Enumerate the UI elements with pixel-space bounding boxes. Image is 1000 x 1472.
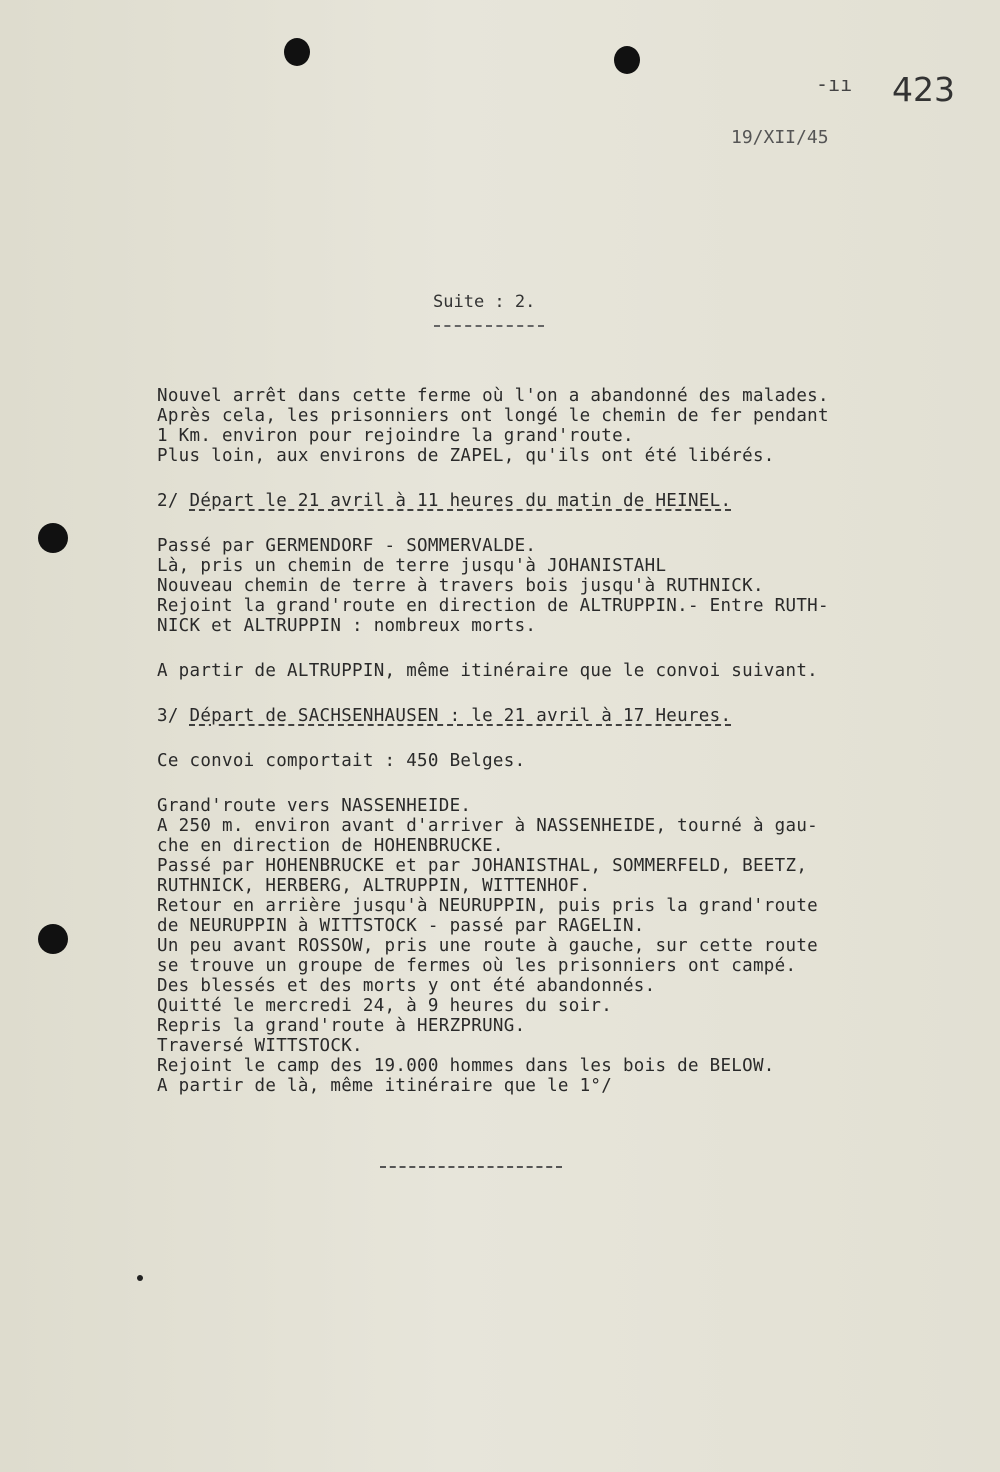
paragraph-1 (157, 386, 937, 466)
text-line: Après cela, les prisonniers ont longé le chemin de fer pendant (157, 406, 829, 426)
text-line: 1 Km. environ pour rejoindre la grand'route. (157, 426, 634, 446)
punch-hole-left-upper (38, 523, 68, 553)
handwritten-mark: -ıı (816, 72, 853, 96)
document-date: 19/XII/45 (731, 127, 829, 148)
section-title: Départ de SACHSENHAUSEN : le 21 avril à 17 Heures. (189, 706, 732, 726)
text-line: Un peu avant ROSSOW, pris une route à gauche, sur cette route (157, 936, 818, 956)
title-underline (434, 325, 544, 327)
text-line: A partir de là, même itinéraire que le 1°/ (157, 1076, 613, 1096)
document-body (157, 386, 937, 1096)
text-line: Rejoint la grand'route en direction de ALTRUPPIN.- Entre RUTH- (157, 596, 829, 616)
text-line: RUTHNICK, HERBERG, ALTRUPPIN, WITTENHOF. (157, 876, 591, 896)
text-line: Quitté le mercredi 24, à 9 heures du soir. (157, 996, 613, 1016)
section-2-heading (157, 491, 937, 511)
text-line: A 250 m. environ avant d'arriver à NASSENHEIDE, tourné à gau- (157, 816, 818, 836)
section-title: Départ le 21 avril à 11 heures du matin de HEINEL. (189, 491, 732, 511)
punch-hole-top-left (284, 38, 310, 66)
text-line: de NEURUPPIN à WITTSTOCK - passé par RAGELIN. (157, 916, 645, 936)
section-3-heading (157, 706, 937, 726)
text-line: Rejoint le camp des 19.000 hommes dans les bois de BELOW. (157, 1056, 775, 1076)
paragraph-5 (157, 796, 937, 1096)
punch-hole-left-lower (38, 924, 68, 954)
text-line: Là, pris un chemin de terre jusqu'à JOHANISTAHL (157, 556, 667, 576)
paragraph-2 (157, 536, 937, 636)
end-separator (380, 1166, 562, 1168)
page-number: 423 (892, 70, 955, 109)
punch-hole-top-right (614, 46, 640, 74)
section-number: 3/ (157, 706, 179, 726)
paragraph-4: Ce convoi comportait : 450 Belges. (157, 751, 526, 771)
text-line: Nouveau chemin de terre à travers bois jusqu'à RUTHNICK. (157, 576, 764, 596)
text-line: Nouvel arrêt dans cette ferme où l'on a abandonné des malades. (157, 386, 829, 406)
text-line: NICK et ALTRUPPIN : nombreux morts. (157, 616, 537, 636)
text-line: Grand'route vers NASSENHEIDE. (157, 796, 472, 816)
ink-speck (137, 1275, 143, 1281)
text-line: Des blessés et des morts y ont été abandonnés. (157, 976, 656, 996)
text-line: se trouve un groupe de fermes où les prisonniers ont campé. (157, 956, 797, 976)
text-line: Repris la grand'route à HERZPRUNG. (157, 1016, 526, 1036)
text-line: Passé par GERMENDORF - SOMMERVALDE. (157, 536, 537, 556)
text-line: Retour en arrière jusqu'à NEURUPPIN, puis pris la grand'route (157, 896, 818, 916)
paragraph-3: A partir de ALTRUPPIN, même itinéraire que le convoi suivant. (157, 661, 818, 681)
section-number: 2/ (157, 491, 179, 511)
text-line: Plus loin, aux environs de ZAPEL, qu'ils ont été libérés. (157, 446, 775, 466)
text-line: che en direction de HOHENBRUCKE. (157, 836, 504, 856)
page-title: Suite : 2. (433, 292, 536, 312)
text-line: Traversé WITTSTOCK. (157, 1036, 363, 1056)
text-line: Passé par HOHENBRUCKE et par JOHANISTHAL, SOMMERFELD, BEETZ, (157, 856, 808, 876)
